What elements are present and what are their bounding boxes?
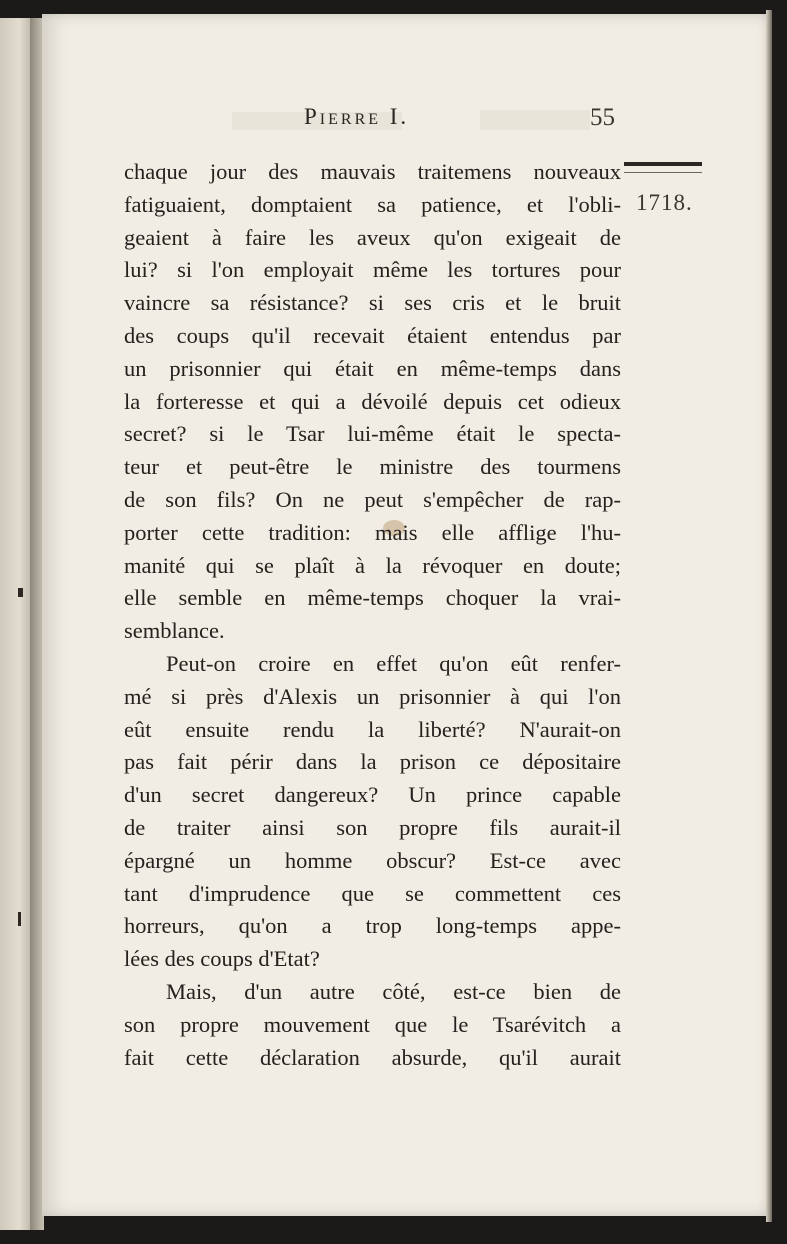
text-line: pas fait périr dans la prison ce dépositaire: [124, 749, 621, 775]
text-line: horreurs, qu'on a trop long-temps appe-: [124, 913, 621, 939]
text-line: son propre mouvement que le Tsarévitch a: [124, 1011, 621, 1037]
text-line: geaient à faire les aveux qu'on exigeait de: [124, 224, 621, 250]
margin-rule: [624, 162, 702, 166]
paragraph-end-line: lées des coups d'Etat?: [124, 946, 320, 972]
text-line: teur et peut-être le ministre des tourmens: [124, 454, 621, 480]
text-line: chaque jour des mauvais traitemens nouveaux: [124, 159, 621, 184]
text-line: porter cette tradition: mais elle afflige l'hu-: [124, 519, 621, 545]
text-line: secret? si le Tsar lui-même était le specta-: [124, 421, 621, 447]
text-line: vaincre sa résistance? si ses cris et le bruit: [124, 290, 621, 316]
text-line: de son fils? On ne peut s'empêcher de rap-: [124, 486, 621, 512]
text-line: des coups qu'il recevait étaient entendus par: [124, 322, 621, 348]
text-line: fatiguaient, domptaient sa patience, et l'obli-: [124, 191, 621, 217]
gutter-mark: [18, 912, 21, 926]
text-line: lui? si l'on employait même les tortures pour: [124, 257, 621, 283]
paragraph-end-line: semblance.: [124, 618, 225, 644]
margin-year-note: 1718.: [636, 190, 693, 215]
running-header: [0, 104, 787, 138]
running-title: Pierre I.: [304, 104, 410, 129]
paragraph-start-line: Peut-on croire en effet qu'on eût renfer-: [166, 650, 621, 676]
text-line: épargné un homme obscur? Est-ce avec: [124, 847, 621, 873]
text-line: eût ensuite rendu la liberté? N'aurait-on: [124, 716, 621, 742]
text-line: un prisonnier qui était en même-temps dans: [124, 355, 621, 381]
text-line: tant d'imprudence que se commettent ces: [124, 880, 621, 906]
facing-page-edge: [0, 18, 32, 1230]
paragraph-start-line: Mais, d'un autre côté, est-ce bien de: [166, 978, 621, 1004]
text-line: elle semble en même-temps choquer la vrai-: [124, 585, 621, 611]
text-line: manité qui se plaît à la révoquer en doute;: [124, 552, 621, 578]
page-number: 55: [590, 104, 615, 131]
margin-rule-thin: [624, 172, 702, 173]
body-text: [124, 156, 621, 1074]
page-fore-edge: [766, 10, 772, 1222]
text-line: mé si près d'Alexis un prisonnier à qui l'on: [124, 683, 621, 709]
text-line: d'un secret dangereux? Un prince capable: [124, 782, 621, 808]
text-line: fait cette déclaration absurde, qu'il aurait: [124, 1044, 621, 1070]
gutter-mark: [18, 588, 23, 597]
text-line: de traiter ainsi son propre fils aurait-il: [124, 814, 621, 840]
text-line: la forteresse et qui a dévoilé depuis cet odieux: [124, 388, 621, 414]
